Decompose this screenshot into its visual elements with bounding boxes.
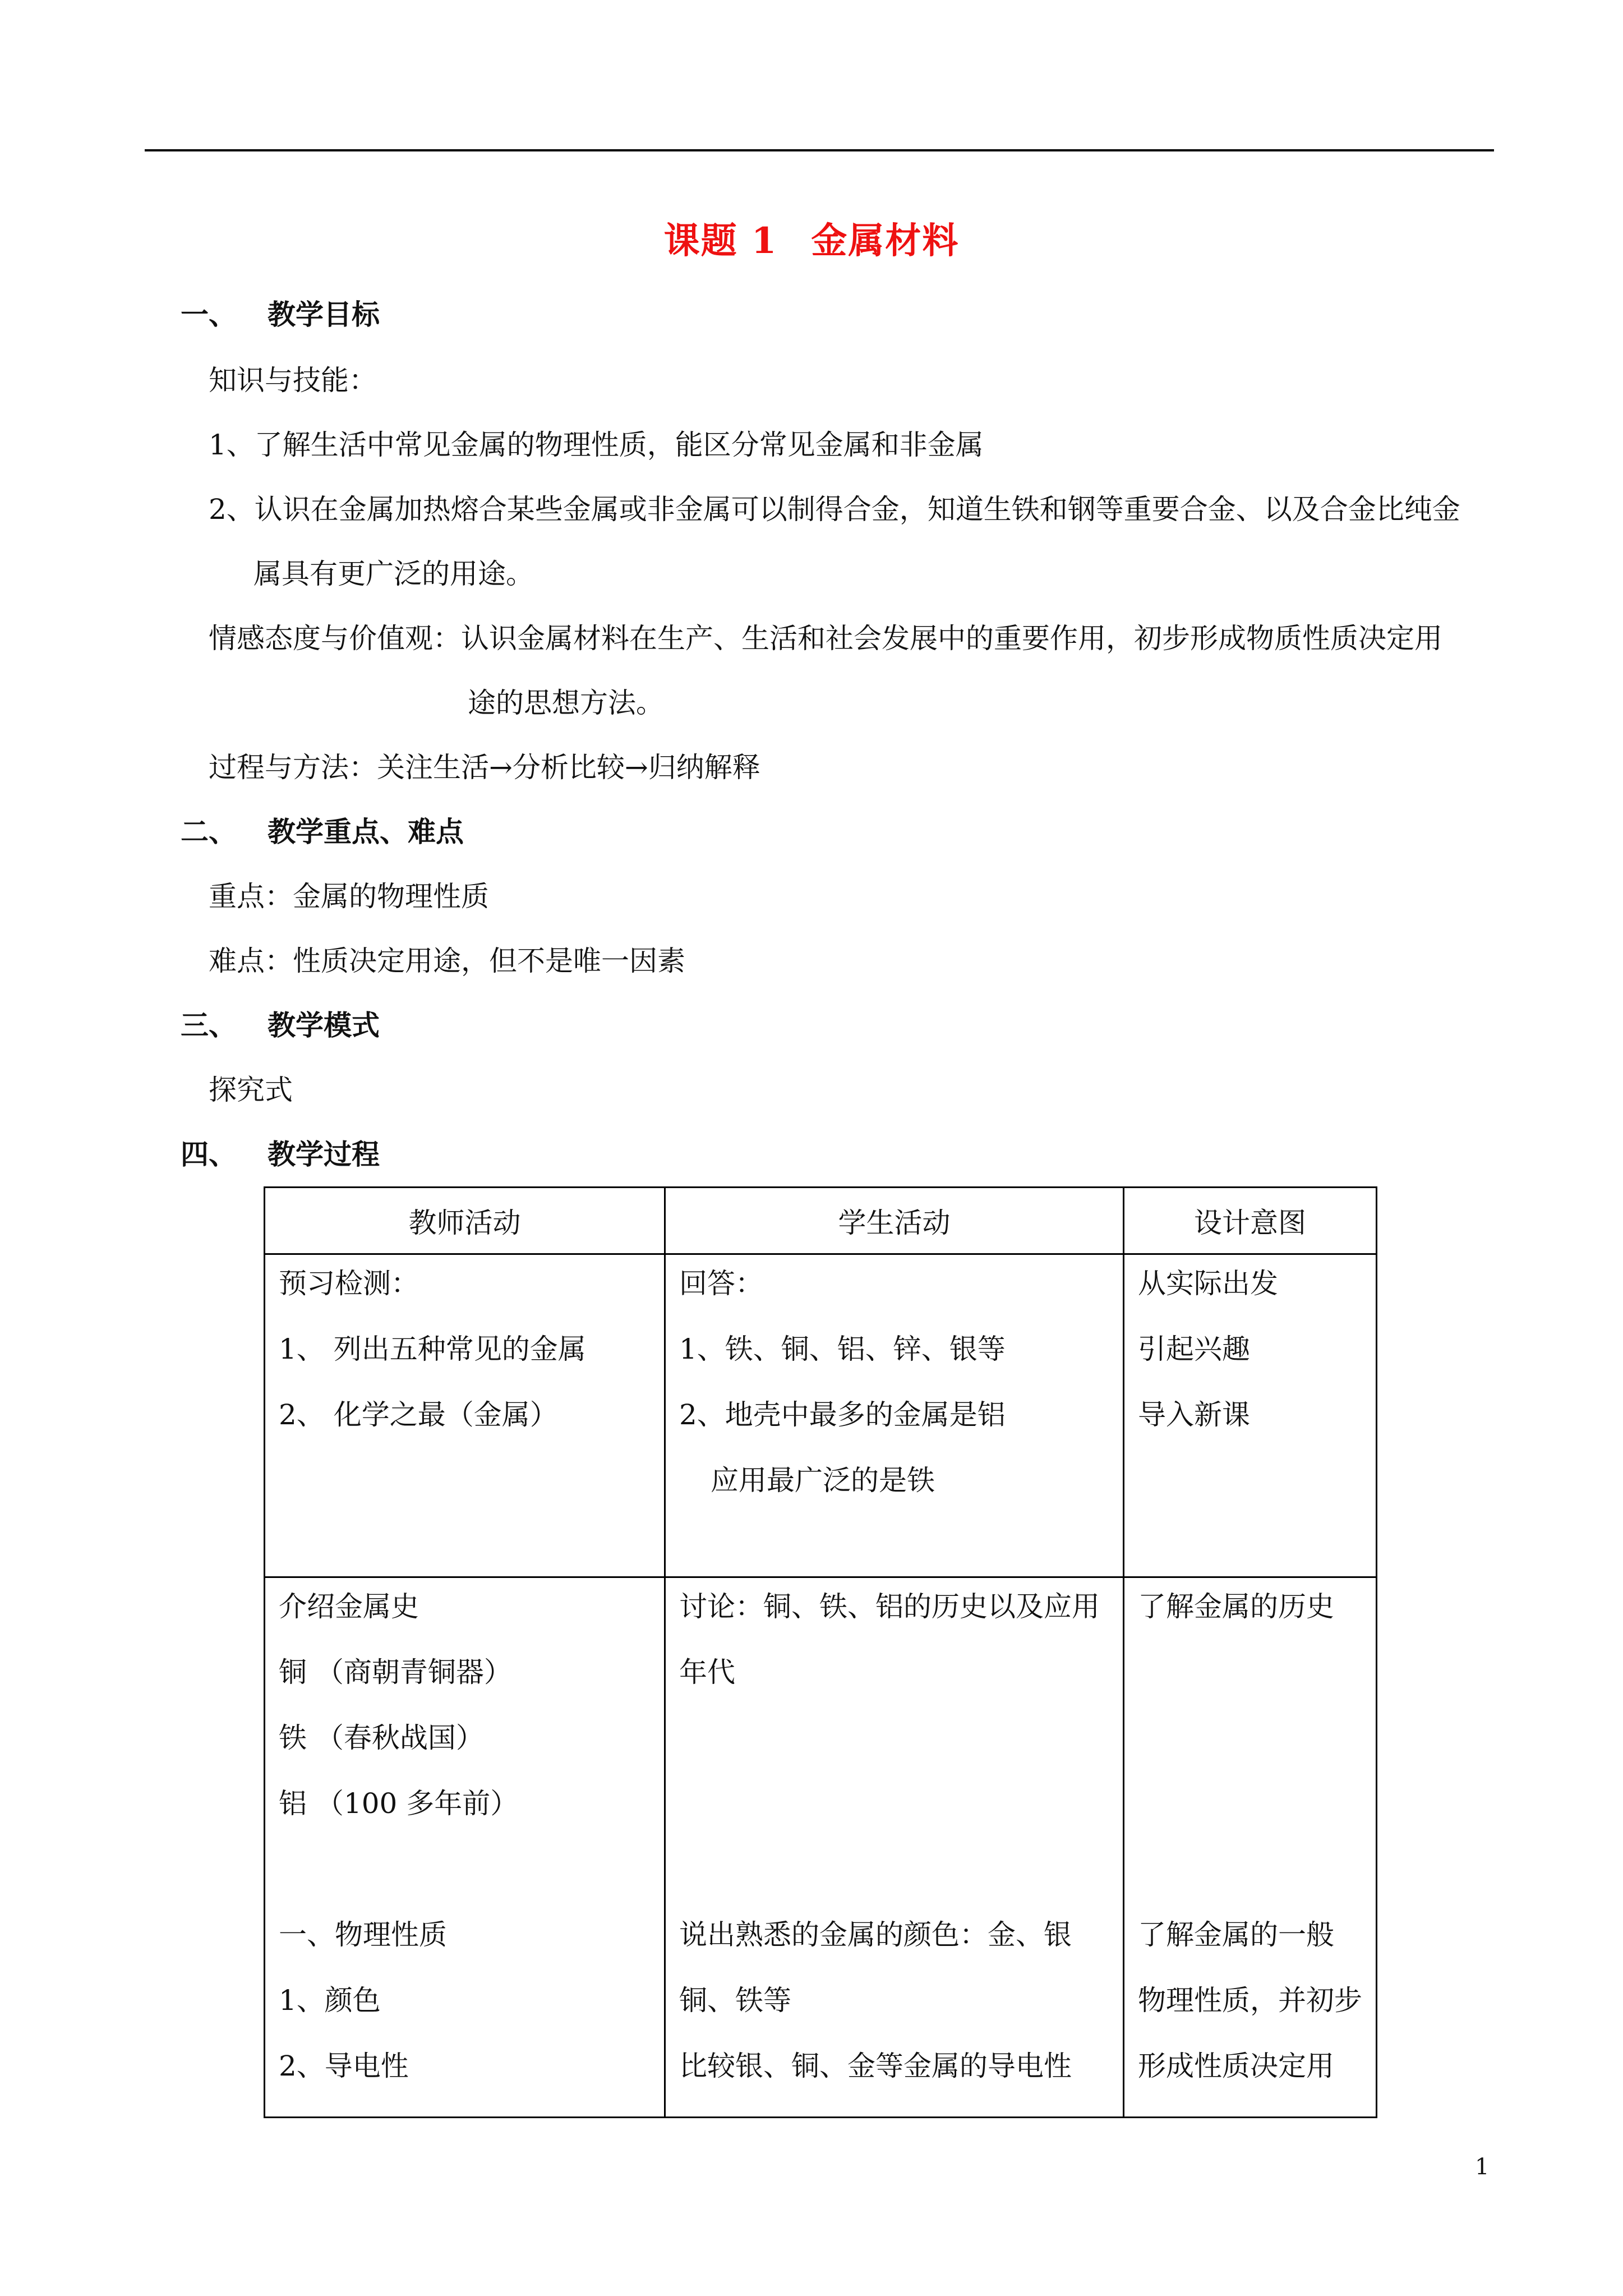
cell-line: 从实际出发 (1138, 1267, 1278, 1300)
teacher-cell (265, 1254, 665, 1577)
cell-line: 1、 列出五种常见的金属 (279, 1333, 586, 1365)
cell-line: 铜 （商朝青铜器） (279, 1656, 512, 1688)
cell-line: 了解金属的历史 (1138, 1590, 1334, 1623)
table-header-row (265, 1188, 1377, 1254)
cell-line (679, 1723, 1110, 1788)
header-design-intent: 设计意图 (1124, 1188, 1377, 1254)
objective-item-2: 2、认识在金属加热熔合某些金属或非金属可以制得合金，知道生铁和钢等重要合金、以及合金比纯金 (209, 493, 1460, 526)
emotion-objective: 情感态度与价值观：认识金属材料在生产、生活和社会发展中的重要作用，初步形成物质性质决定用 (209, 622, 1442, 655)
section-heading-objectives: 一、 教学目标 (181, 298, 380, 331)
header-student-activity: 学生活动 (665, 1188, 1124, 1254)
cell-line (1138, 1854, 1363, 1920)
teaching-mode: 探究式 (209, 1074, 293, 1106)
cell-line: 讨论：铜、铁、铝的历史以及应用 (679, 1590, 1100, 1623)
cell-line (1138, 1723, 1363, 1788)
knowledge-label: 知识与技能： (209, 364, 377, 397)
objective-item-2-cont: 属具有更广泛的用途。 (253, 558, 534, 590)
cell-line: 铁 （春秋战国） (279, 1722, 484, 1754)
title-lesson-number: 课题 1 (663, 220, 778, 262)
cell-line: 介绍金属史 (279, 1590, 419, 1623)
cell-line: 应用最广泛的是铁 (711, 1464, 935, 1497)
difficult-point: 难点：性质决定用途，但不是唯一因素 (209, 945, 685, 977)
teaching-process-table (264, 1186, 1377, 2118)
cell-line: 说出熟悉的金属的颜色：金、银 (679, 1918, 1072, 1951)
process-method: 过程与方法：关注生活→分析比较→归纳解释 (209, 751, 760, 784)
student-cell (665, 1254, 1124, 1577)
cell-line (1138, 1657, 1363, 1723)
cell-line: 2、导电性 (279, 2050, 409, 2082)
cell-line: 一、物理性质 (279, 1918, 447, 1951)
intent-cell (1124, 1577, 1377, 2118)
section-heading-process: 四、 教学过程 (181, 1138, 380, 1171)
cell-line: 比较银、铜、金等金属的导电性 (679, 2050, 1072, 2082)
header-rule (145, 149, 1494, 151)
cell-line: 导入新课 (1138, 1398, 1250, 1431)
cell-line: 物理性质，并初步 (1138, 1984, 1362, 2017)
cell-line: 1、铁、铜、铝、锌、银等 (679, 1333, 1006, 1365)
header-teacher-activity: 教师活动 (265, 1188, 665, 1254)
cell-line: 铜、铁等 (679, 1984, 791, 2017)
cell-line: 引起兴趣 (1138, 1333, 1250, 1365)
objective-item-1: 1、了解生活中常见金属的物理性质，能区分常见金属和非金属 (209, 429, 984, 461)
page-title (0, 212, 1623, 264)
cell-line: 预习检测： (279, 1267, 419, 1300)
cell-line: 2、地壳中最多的金属是铝 (679, 1398, 1006, 1431)
cell-line (1138, 1788, 1363, 1854)
emotion-objective-cont: 途的思想方法。 (468, 687, 664, 719)
section-heading-mode: 三、 教学模式 (181, 1009, 380, 1042)
table-row (265, 1577, 1377, 2118)
cell-line (679, 1854, 1110, 1920)
cell-line: 2、 化学之最（金属） (279, 1398, 558, 1431)
page-number: 1 (1475, 2154, 1490, 2180)
cell-line: 铝 （100 多年前） (279, 1787, 519, 1820)
cell-line (679, 1788, 1110, 1854)
section-heading-focus: 二、 教学重点、难点 (181, 815, 464, 848)
cell-line (279, 1854, 652, 1920)
cell-line: 回答： (679, 1267, 763, 1300)
cell-line: 了解金属的一般 (1138, 1918, 1334, 1951)
teacher-cell (265, 1577, 665, 2118)
title-lesson-name: 金属材料 (811, 220, 960, 262)
cell-line: 1、颜色 (279, 1984, 381, 2017)
cell-line: 年代 (679, 1656, 735, 1688)
cell-line: 形成性质决定用 (1138, 2050, 1334, 2082)
intent-cell (1124, 1254, 1377, 1577)
table-row (265, 1254, 1377, 1577)
student-cell (665, 1577, 1124, 2118)
key-point: 重点：金属的物理性质 (209, 880, 489, 913)
